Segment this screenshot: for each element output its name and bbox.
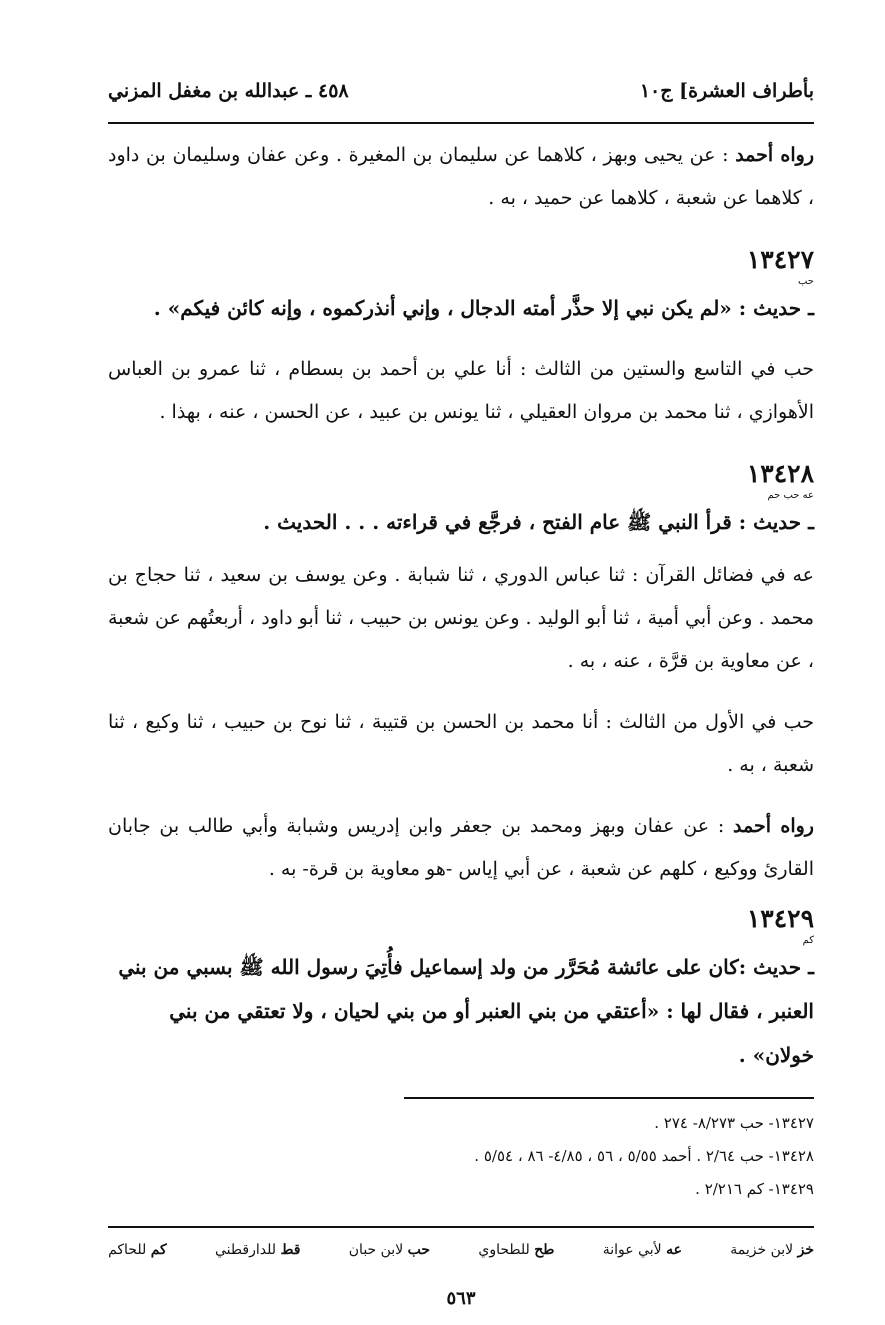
paragraph-text: : عن يحيى وبهز ، كلاهما عن سليمان بن المغيرة . وعن عفان وسليمان بن داود ، كلاهما عن شعبة ، كلاهما عن حميد ، به . bbox=[108, 144, 814, 209]
hadith-number-text: ١٣٤٢٩ bbox=[746, 904, 814, 933]
footnote-rule bbox=[404, 1097, 814, 1099]
header-rule bbox=[108, 122, 814, 124]
abbreviation-code: طح bbox=[534, 1242, 555, 1258]
hadith-number bbox=[108, 245, 814, 285]
hadith-text: ـ حديث : قرأ النبي ﷺ عام الفتح ، فرجَّع في قراءته . . . الحديث . bbox=[263, 510, 814, 534]
abbreviation-name: للحاكم bbox=[108, 1242, 147, 1258]
abbreviation-item bbox=[215, 1242, 300, 1258]
abbreviation-item bbox=[603, 1242, 682, 1258]
abbreviation-rule bbox=[108, 1226, 814, 1228]
abbreviation-code: حب bbox=[407, 1242, 431, 1258]
hadith-number-text: ١٣٤٢٧ bbox=[746, 245, 814, 274]
hadith-number-text: ١٣٤٢٨ bbox=[746, 459, 814, 488]
abbreviation-name: لأبي عوانة bbox=[602, 1242, 662, 1258]
abbreviation-code: عه bbox=[666, 1242, 682, 1258]
footnote: ١٣٤٢٩- كم ٢/٢١٦ . bbox=[695, 1180, 814, 1198]
abbreviation-key bbox=[108, 1242, 814, 1258]
footnote: ١٣٤٢٧- حب ٨/٢٧٣- ٢٧٤ . bbox=[654, 1114, 814, 1132]
hadith-number bbox=[108, 904, 814, 944]
abbreviation-code: خز bbox=[797, 1242, 814, 1258]
abbreviation-name: للدارقطني bbox=[215, 1242, 276, 1258]
hadith-13429 bbox=[108, 897, 814, 1077]
abbreviation-item bbox=[349, 1242, 430, 1258]
page bbox=[108, 70, 814, 1309]
abbreviation-code: كم bbox=[150, 1242, 167, 1258]
abbreviation-code: قط bbox=[280, 1242, 301, 1258]
hadith-text: ـ حديث :كان على عائشة مُحَرَّر من ولد إسماعيل فأُتِيَ رسول الله ﷺ بسبي من بني العنبر ، فقال لها : «أعتقي من بني العنبر أو من بني لحيان ، ولا تعتقي من بني خولان» . bbox=[118, 955, 814, 1067]
paragraph-3: عه في فضائل القرآن : ثنا عباس الدوري ، ثنا شبابة . وعن يوسف بن سعيد ، ثنا حجاج بن محمد . وعن أبي أمية ، ثنا أبو الوليد . وعن يونس بن حبيب ، ثنا أبو داود ، أربعتُهم عن شعبة ، عن معاوية بن قرَّة ، عنه ، به . bbox=[108, 564, 814, 672]
abbreviation-item bbox=[730, 1242, 814, 1258]
paragraph-1 bbox=[108, 134, 814, 220]
paragraph-text: : عن عفان وبهز ومحمد بن جعفر وابن إدريس وشبابة وأبي طالب بن جابان القارئ ووكيع ، كلهم عن شعبة ، عن أبي إياس -هو معاوية بن قرة- به . bbox=[108, 815, 814, 880]
abbreviation-name: لابن خزيمة bbox=[730, 1242, 794, 1258]
running-header bbox=[108, 70, 814, 112]
hadith-sigla: حب bbox=[797, 276, 814, 287]
paragraph-lead: رواه أحمد bbox=[735, 144, 814, 166]
footnote: ١٣٤٢٨- حب ٢/٦٤ . أحمد ٥/٥٥ ، ٥٦ ، ٤/٨٥- ٨٦ ، ٥/٥٤ . bbox=[474, 1147, 814, 1165]
abbreviation-name: لابن حبان bbox=[348, 1242, 404, 1258]
abbreviation-item bbox=[478, 1242, 554, 1258]
header-volume: بأطراف العشرة] ج١٠ bbox=[639, 80, 814, 102]
paragraph-4: حب في الأول من الثالث : أنا محمد بن الحسن بن قتيبة ، ثنا نوح بن حبيب ، ثنا وكيع ، ثنا شعبة ، به . bbox=[108, 711, 814, 776]
page-number: ٥٦٣ bbox=[446, 1288, 476, 1309]
hadith-sigla: عه حب حم bbox=[767, 490, 814, 501]
header-chapter: ٤٥٨ ـ عبدالله بن مغفل المزني bbox=[108, 80, 349, 102]
hadith-sigla: كم bbox=[802, 935, 814, 946]
hadith-13428 bbox=[108, 452, 814, 544]
paragraph-lead: رواه أحمد bbox=[733, 815, 814, 837]
paragraph-5 bbox=[108, 805, 814, 891]
abbreviation-name: للطحاوي bbox=[478, 1242, 530, 1258]
hadith-13427 bbox=[108, 238, 814, 330]
hadith-text: ـ حديث : «لم يكن نبي إلا حذَّر أمته الدجال ، وإني أنذركموه ، وإنه كائن فيكم» . bbox=[153, 296, 814, 320]
hadith-number bbox=[108, 459, 814, 499]
paragraph-2: حب في التاسع والستين من الثالث : أنا علي بن أحمد بن بسطام ، ثنا عمرو بن العباس الأهوازي ، ثنا محمد بن مروان العقيلي ، ثنا يونس بن عبيد ، عن الحسن ، عنه ، بهذا . bbox=[108, 358, 814, 423]
abbreviation-item bbox=[108, 1242, 167, 1258]
